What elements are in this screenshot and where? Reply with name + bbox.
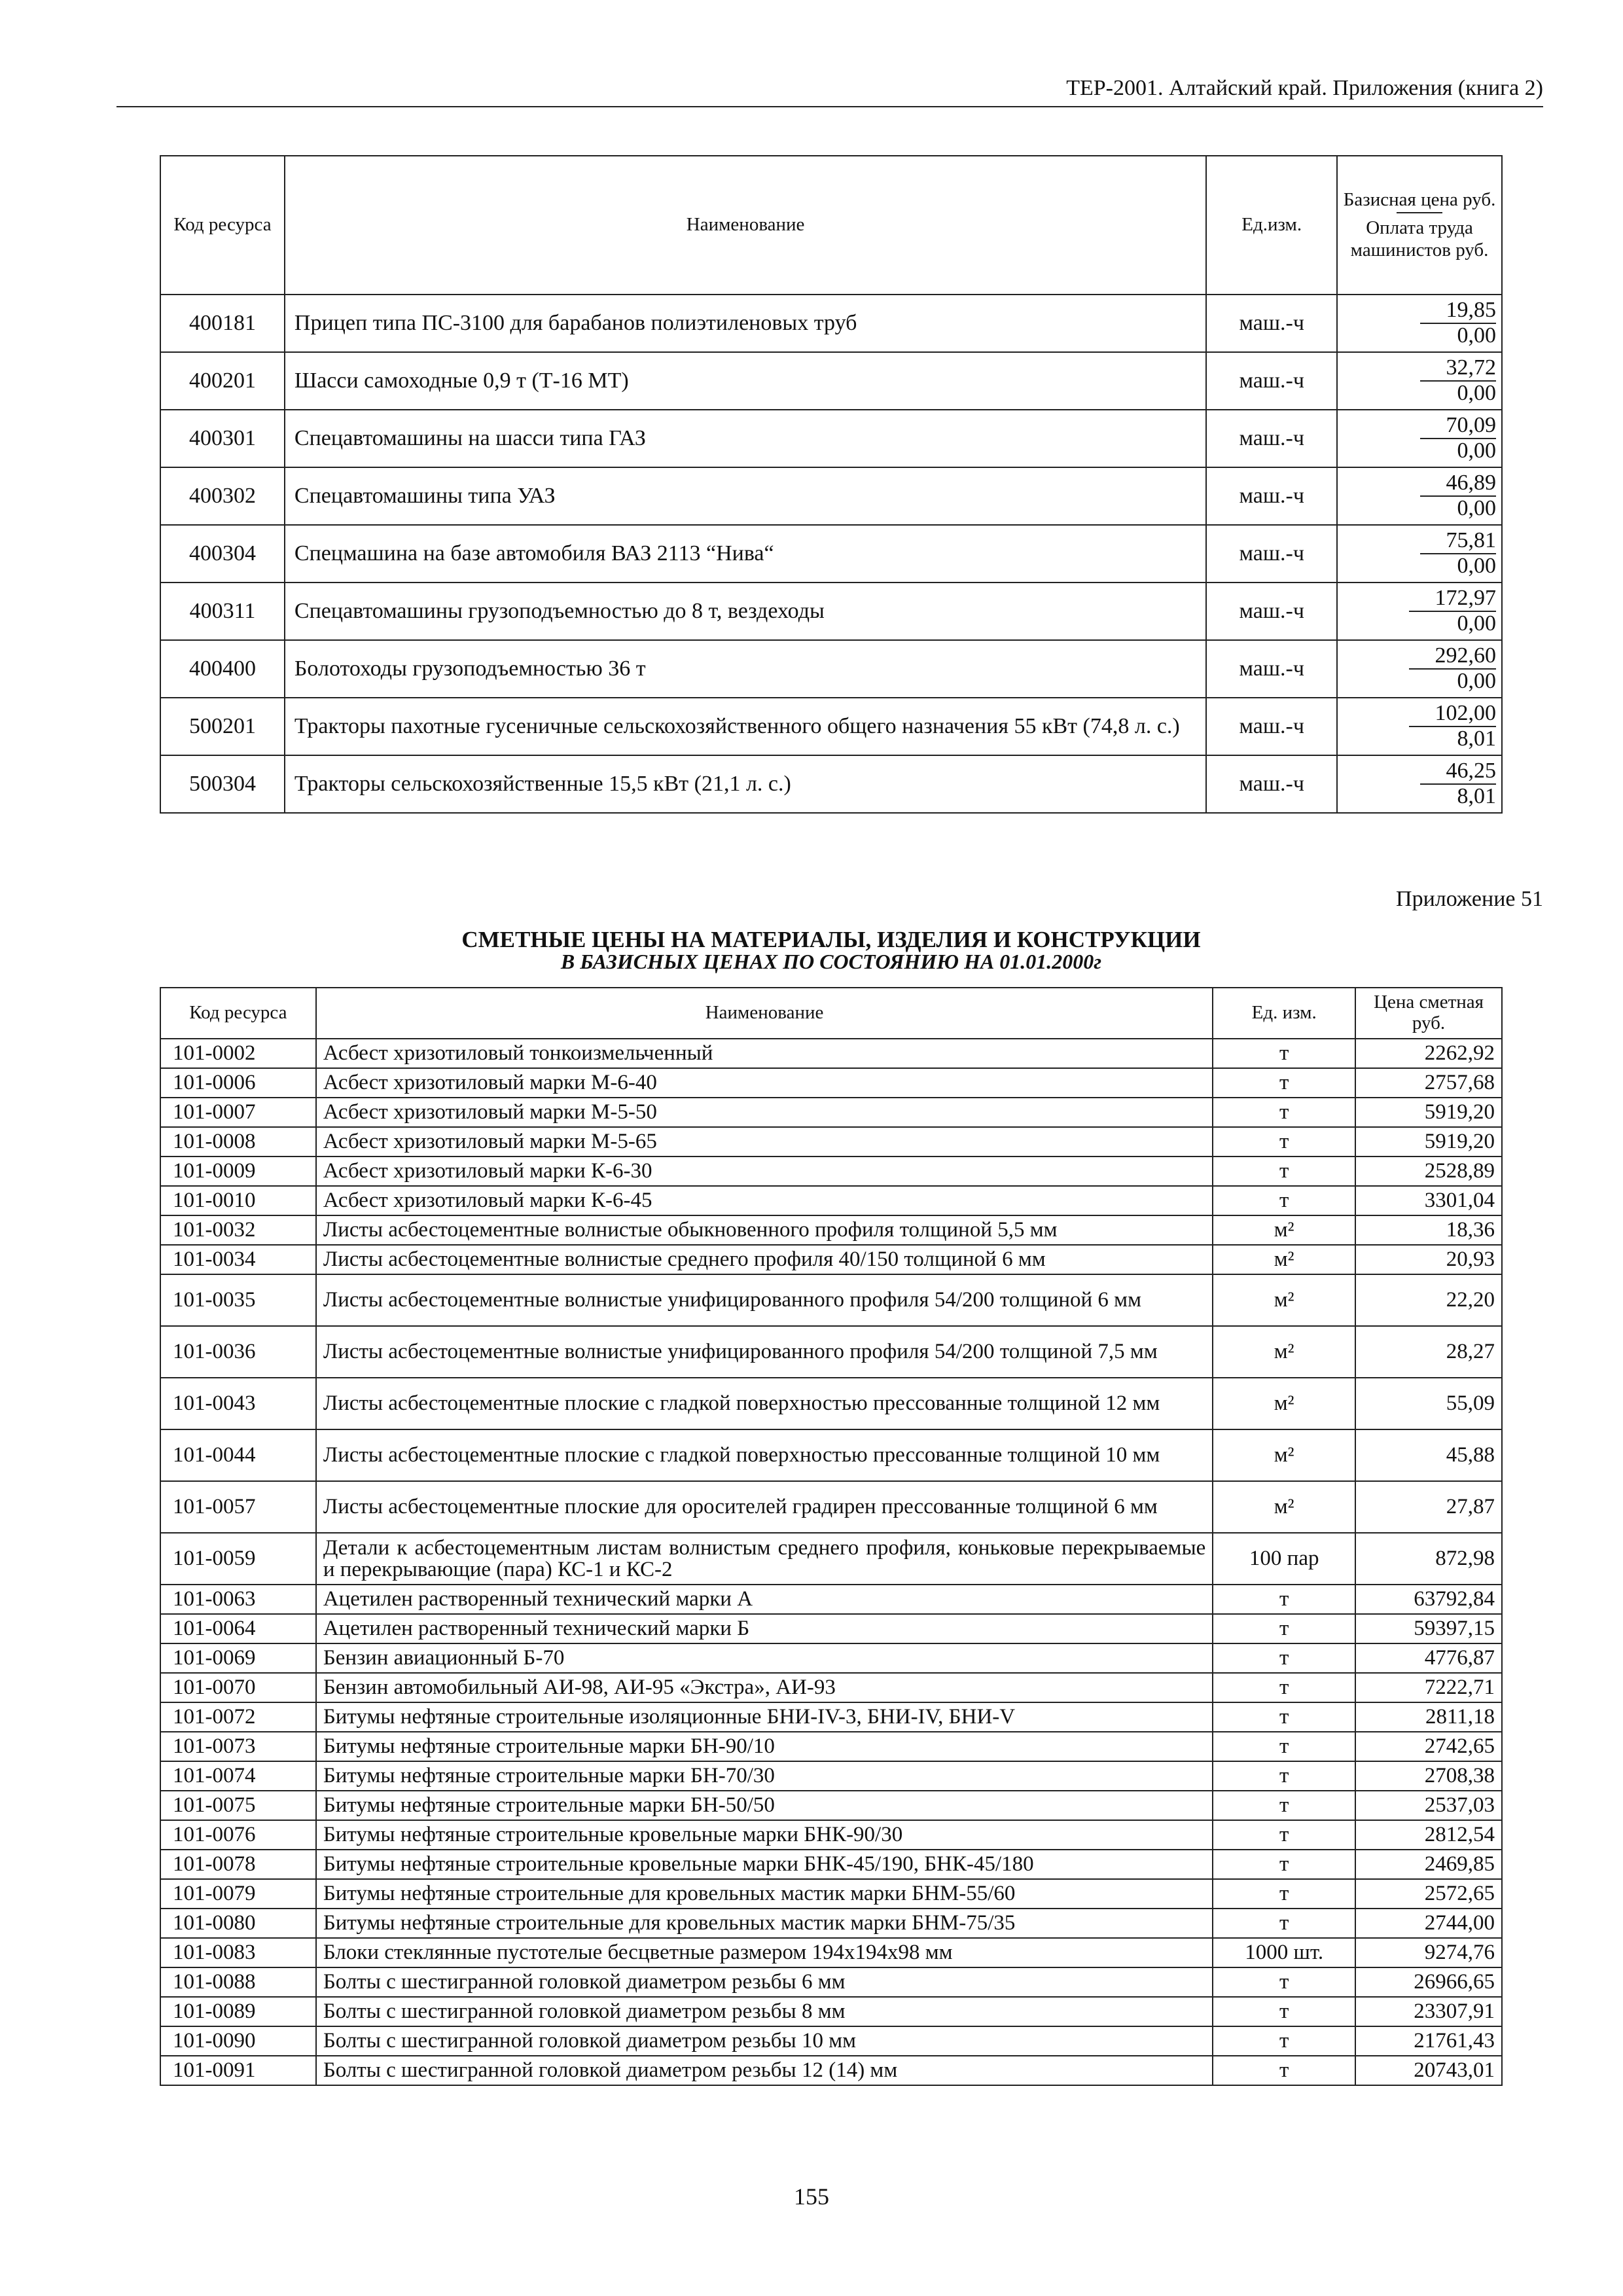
section-title — [160, 928, 1503, 972]
table-row — [160, 583, 1502, 640]
resource-name: Битумы нефтяные строительные марки БН-50/50 — [316, 1791, 1213, 1820]
resource-code: 101-0074 — [160, 1761, 316, 1791]
resource-name: Битумы нефтяные строительные изоляционные БНИ-IV-3, БНИ-IV, БНИ-V — [316, 1702, 1213, 1732]
resource-price: 3301,04 — [1355, 1186, 1502, 1215]
resource-unit: т — [1213, 1850, 1355, 1879]
labor-price: 8,01 — [1457, 783, 1496, 808]
resource-price: 2262,92 — [1355, 1039, 1502, 1068]
resource-name: Асбест хризотиловый марки М-6-40 — [316, 1068, 1213, 1098]
resource-name: Листы асбестоцементные волнистые унифицированного профиля 54/200 толщиной 6 мм — [316, 1274, 1213, 1326]
resource-code: 500304 — [160, 755, 285, 813]
resource-code: 500201 — [160, 698, 285, 755]
resource-code: 101-0008 — [160, 1127, 316, 1157]
labor-price: 0,00 — [1457, 323, 1496, 348]
resource-price: 872,98 — [1355, 1533, 1502, 1585]
table-row — [160, 1791, 1502, 1820]
resource-unit: т — [1213, 1909, 1355, 1938]
resource-unit: маш.-ч — [1206, 352, 1337, 410]
col-header-code: Код ресурса — [160, 988, 316, 1039]
resource-unit: м² — [1213, 1481, 1355, 1533]
resource-name: Битумы нефтяные строительные кровельные марки БНК-90/30 — [316, 1820, 1213, 1850]
labor-price: 8,01 — [1457, 726, 1496, 751]
resource-name: Бензин авиационный Б-70 — [316, 1643, 1213, 1673]
table-row — [160, 1274, 1502, 1326]
resource-code: 101-0088 — [160, 1967, 316, 1997]
resource-unit: м² — [1213, 1245, 1355, 1274]
table-row — [160, 2026, 1502, 2056]
header-fraction-line — [1397, 211, 1442, 213]
table-row — [160, 1850, 1502, 1879]
resource-unit: т — [1213, 1879, 1355, 1909]
table-row — [160, 410, 1502, 467]
table-row — [160, 467, 1502, 525]
price-cell — [1337, 525, 1502, 583]
resource-unit: м² — [1213, 1215, 1355, 1245]
table-row — [160, 1481, 1502, 1533]
price-cell — [1337, 467, 1502, 525]
resource-price: 59397,15 — [1355, 1614, 1502, 1643]
labor-price: 0,00 — [1457, 380, 1496, 405]
resource-name: Листы асбестоцементные волнистые среднего профиля 40/150 толщиной 6 мм — [316, 1245, 1213, 1274]
resource-name: Спецмашина на базе автомобиля ВАЗ 2113 “Нива“ — [285, 525, 1206, 583]
resource-unit: м² — [1213, 1429, 1355, 1481]
resource-price: 26966,65 — [1355, 1967, 1502, 1997]
table-row — [160, 1068, 1502, 1098]
table-row — [160, 1732, 1502, 1761]
table-row — [160, 1702, 1502, 1732]
table-row — [160, 1879, 1502, 1909]
resource-price: 45,88 — [1355, 1429, 1502, 1481]
resource-code: 101-0034 — [160, 1245, 316, 1274]
resource-name: Ацетилен растворенный технический марки А — [316, 1585, 1213, 1614]
resource-code: 101-0069 — [160, 1643, 316, 1673]
resource-price: 21761,43 — [1355, 2026, 1502, 2056]
resource-code: 101-0063 — [160, 1585, 316, 1614]
resource-code: 101-0007 — [160, 1098, 316, 1127]
table-row — [160, 295, 1502, 352]
resource-name: Болты с шестигранной головкой диаметром резьбы 12 (14) мм — [316, 2056, 1213, 2085]
resource-unit: т — [1213, 1997, 1355, 2026]
resource-price: 2572,65 — [1355, 1879, 1502, 1909]
col-header-code: Код ресурса — [160, 156, 285, 295]
price-cell — [1337, 295, 1502, 352]
col-header-unit: Ед. изм. — [1213, 988, 1355, 1039]
resource-unit: т — [1213, 1673, 1355, 1702]
resource-price: 9274,76 — [1355, 1938, 1502, 1967]
col-header-name: Наименование — [285, 156, 1206, 295]
col-header-labor: Оплата труда машинистов руб. — [1350, 217, 1489, 260]
resource-code: 400311 — [160, 583, 285, 640]
resource-unit: маш.-ч — [1206, 640, 1337, 698]
resource-unit: 100 пар — [1213, 1533, 1355, 1585]
resource-name: Битумы нефтяные строительные для кровельных мастик марки БНМ-55/60 — [316, 1879, 1213, 1909]
table-row — [160, 1909, 1502, 1938]
resource-unit: т — [1213, 1039, 1355, 1068]
table-row — [160, 1186, 1502, 1215]
base-price: 70,09 — [1420, 414, 1497, 439]
base-price: 32,72 — [1420, 356, 1497, 382]
labor-price: 0,00 — [1457, 438, 1496, 463]
resource-code: 101-0073 — [160, 1732, 316, 1761]
resource-code: 101-0002 — [160, 1039, 316, 1068]
resource-name: Бензин автомобильный АИ-98, АИ-95 «Экстра», АИ-93 — [316, 1673, 1213, 1702]
resource-unit: т — [1213, 1614, 1355, 1643]
resource-code: 101-0072 — [160, 1702, 316, 1732]
base-price: 19,85 — [1420, 298, 1497, 324]
resource-price: 22,20 — [1355, 1274, 1502, 1326]
resource-code: 101-0079 — [160, 1879, 316, 1909]
resource-name: Битумы нефтяные строительные кровельные марки БНК-45/190, БНК-45/180 — [316, 1850, 1213, 1879]
resource-name: Спецавтомашины грузоподъемностью до 8 т, вездеходы — [285, 583, 1206, 640]
resource-price: 2757,68 — [1355, 1068, 1502, 1098]
resource-name: Болты с шестигранной головкой диаметром резьбы 6 мм — [316, 1967, 1213, 1997]
table-row — [160, 755, 1502, 813]
price-cell — [1337, 410, 1502, 467]
resource-price: 23307,91 — [1355, 1997, 1502, 2026]
resource-code: 101-0035 — [160, 1274, 316, 1326]
table-row — [160, 1967, 1502, 1997]
resource-code: 101-0009 — [160, 1157, 316, 1186]
table-row — [160, 1215, 1502, 1245]
resource-name: Спецавтомашины на шасси типа ГАЗ — [285, 410, 1206, 467]
table-row — [160, 1127, 1502, 1157]
page-number: 155 — [794, 2183, 829, 2210]
materials-table — [160, 987, 1503, 2086]
resource-code: 101-0032 — [160, 1215, 316, 1245]
resource-price: 2708,38 — [1355, 1761, 1502, 1791]
resource-code: 101-0090 — [160, 2026, 316, 2056]
table-row — [160, 1643, 1502, 1673]
page-header — [116, 73, 1543, 107]
resource-unit: т — [1213, 1967, 1355, 1997]
header-title: ТЕР-2001. Алтайский край. Приложения (книга 2) — [1066, 76, 1543, 100]
table-row — [160, 1761, 1502, 1791]
col-header-base-price: Базисная цена руб. — [1343, 188, 1496, 210]
resource-code: 101-0006 — [160, 1068, 316, 1098]
resource-unit: т — [1213, 1791, 1355, 1820]
resource-unit: м² — [1213, 1274, 1355, 1326]
resource-code: 400301 — [160, 410, 285, 467]
labor-price: 0,00 — [1457, 668, 1496, 693]
resource-code: 400181 — [160, 295, 285, 352]
resource-name: Битумы нефтяные строительные для кровельных мастик марки БНМ-75/35 — [316, 1909, 1213, 1938]
base-price: 102,00 — [1409, 702, 1497, 727]
annex-label: Приложение 51 — [1396, 887, 1543, 911]
resource-name: Блоки стеклянные пустотелые бесцветные размером 194х194х98 мм — [316, 1938, 1213, 1967]
table-row — [160, 1157, 1502, 1186]
resource-code: 101-0076 — [160, 1820, 316, 1850]
resource-unit: т — [1213, 1702, 1355, 1732]
table-row — [160, 525, 1502, 583]
resource-code: 400302 — [160, 467, 285, 525]
resource-unit: т — [1213, 1157, 1355, 1186]
resource-code: 101-0057 — [160, 1481, 316, 1533]
resource-unit: м² — [1213, 1326, 1355, 1378]
resource-unit: т — [1213, 1186, 1355, 1215]
resource-code: 400400 — [160, 640, 285, 698]
section-title-line1: СМЕТНЫЕ ЦЕНЫ НА МАТЕРИАЛЫ, ИЗДЕЛИЯ И КОНСТРУКЦИИ — [461, 927, 1201, 952]
table-row — [160, 1673, 1502, 1702]
resource-name: Шасси самоходные 0,9 т (Т-16 МТ) — [285, 352, 1206, 410]
table-row — [160, 1820, 1502, 1850]
table-row — [160, 640, 1502, 698]
col-header-price: Цена сметная руб. — [1355, 988, 1502, 1039]
resource-price: 2742,65 — [1355, 1732, 1502, 1761]
resource-unit: т — [1213, 1098, 1355, 1127]
machines-table — [160, 155, 1503, 814]
resource-price: 63792,84 — [1355, 1585, 1502, 1614]
resource-unit: т — [1213, 1585, 1355, 1614]
resource-name: Асбест хризотиловый марки М-5-50 — [316, 1098, 1213, 1127]
resource-name: Битумы нефтяные строительные марки БН-70/30 — [316, 1761, 1213, 1791]
price-cell — [1337, 640, 1502, 698]
table-row — [160, 1429, 1502, 1481]
resource-price: 2528,89 — [1355, 1157, 1502, 1186]
resource-name: Болотоходы грузоподъемностью 36 т — [285, 640, 1206, 698]
resource-unit: т — [1213, 2026, 1355, 2056]
resource-name: Тракторы пахотные гусеничные сельскохозяйственного общего назначения 55 кВт (74,8 л. с.) — [285, 698, 1206, 755]
resource-name: Прицеп типа ПС-3100 для барабанов полиэтиленовых труб — [285, 295, 1206, 352]
resource-price: 18,36 — [1355, 1215, 1502, 1245]
resource-name: Асбест хризотиловый тонкоизмельченный — [316, 1039, 1213, 1068]
resource-code: 400201 — [160, 352, 285, 410]
resource-name: Болты с шестигранной головкой диаметром резьбы 10 мм — [316, 2026, 1213, 2056]
resource-price: 2744,00 — [1355, 1909, 1502, 1938]
resource-code: 400304 — [160, 525, 285, 583]
resource-code: 101-0010 — [160, 1186, 316, 1215]
resource-unit: м² — [1213, 1378, 1355, 1429]
labor-price: 0,00 — [1457, 611, 1496, 636]
price-cell — [1337, 755, 1502, 813]
table-row — [160, 1098, 1502, 1127]
resource-unit: 1000 шт. — [1213, 1938, 1355, 1967]
table-row — [160, 1533, 1502, 1585]
resource-price: 55,09 — [1355, 1378, 1502, 1429]
resource-unit: т — [1213, 1068, 1355, 1098]
table-row — [160, 1585, 1502, 1614]
resource-unit: маш.-ч — [1206, 295, 1337, 352]
resource-name: Детали к асбестоцементным листам волнистым среднего профиля, коньковые перекрываемые и перекрывающие (пара) КС-1 и КС-2 — [316, 1533, 1213, 1585]
resource-code: 101-0059 — [160, 1533, 316, 1585]
base-price: 46,25 — [1420, 759, 1497, 785]
table-row — [160, 1326, 1502, 1378]
resource-name: Болты с шестигранной головкой диаметром резьбы 8 мм — [316, 1997, 1213, 2026]
resource-unit: т — [1213, 1820, 1355, 1850]
resource-price: 2537,03 — [1355, 1791, 1502, 1820]
resource-name: Ацетилен растворенный технический марки Б — [316, 1614, 1213, 1643]
table1-header-row — [160, 156, 1502, 295]
table-row — [160, 1245, 1502, 1274]
base-price: 292,60 — [1409, 644, 1497, 670]
table2-header-row — [160, 988, 1502, 1039]
table-row — [160, 352, 1502, 410]
resource-price: 2811,18 — [1355, 1702, 1502, 1732]
resource-name: Битумы нефтяные строительные марки БН-90/10 — [316, 1732, 1213, 1761]
price-cell — [1337, 583, 1502, 640]
resource-code: 101-0075 — [160, 1791, 316, 1820]
resource-price: 5919,20 — [1355, 1127, 1502, 1157]
price-cell — [1337, 698, 1502, 755]
resource-code: 101-0043 — [160, 1378, 316, 1429]
section-title-line2: В БАЗИСНЫХ ЦЕНАХ ПО СОСТОЯНИЮ НА 01.01.2000г — [560, 950, 1102, 973]
resource-name: Листы асбестоцементные плоские для оросителей градирен прессованные толщиной 6 мм — [316, 1481, 1213, 1533]
labor-price: 0,00 — [1457, 495, 1496, 520]
table-row — [160, 1997, 1502, 2026]
resource-name: Асбест хризотиловый марки К-6-45 — [316, 1186, 1213, 1215]
resource-price: 5919,20 — [1355, 1098, 1502, 1127]
price-cell — [1337, 352, 1502, 410]
resource-name: Листы асбестоцементные волнистые обыкновенного профиля толщиной 5,5 мм — [316, 1215, 1213, 1245]
resource-unit: т — [1213, 1127, 1355, 1157]
resource-code: 101-0083 — [160, 1938, 316, 1967]
resource-name: Спецавтомашины типа УАЗ — [285, 467, 1206, 525]
table-row — [160, 698, 1502, 755]
resource-code: 101-0044 — [160, 1429, 316, 1481]
resource-name: Листы асбестоцементные плоские с гладкой поверхностью прессованные толщиной 12 мм — [316, 1378, 1213, 1429]
resource-price: 20743,01 — [1355, 2056, 1502, 2085]
resource-price: 4776,87 — [1355, 1643, 1502, 1673]
resource-price: 2469,85 — [1355, 1850, 1502, 1879]
resource-unit: маш.-ч — [1206, 467, 1337, 525]
table-row — [160, 1938, 1502, 1967]
resource-unit: маш.-ч — [1206, 525, 1337, 583]
table-row — [160, 2056, 1502, 2085]
resource-name: Асбест хризотиловый марки М-5-65 — [316, 1127, 1213, 1157]
resource-unit: маш.-ч — [1206, 583, 1337, 640]
resource-name: Тракторы сельскохозяйственные 15,5 кВт (21,1 л. с.) — [285, 755, 1206, 813]
resource-price: 7222,71 — [1355, 1673, 1502, 1702]
resource-code: 101-0036 — [160, 1326, 316, 1378]
resource-price: 27,87 — [1355, 1481, 1502, 1533]
base-price: 46,89 — [1420, 471, 1497, 497]
table-row — [160, 1614, 1502, 1643]
resource-price: 2812,54 — [1355, 1820, 1502, 1850]
col-header-name: Наименование — [316, 988, 1213, 1039]
resource-unit: т — [1213, 1761, 1355, 1791]
resource-unit: т — [1213, 1732, 1355, 1761]
resource-unit: маш.-ч — [1206, 755, 1337, 813]
labor-price: 0,00 — [1457, 553, 1496, 578]
col-header-unit: Ед.изм. — [1206, 156, 1337, 295]
resource-unit: маш.-ч — [1206, 698, 1337, 755]
resource-code: 101-0091 — [160, 2056, 316, 2085]
resource-code: 101-0089 — [160, 1997, 316, 2026]
resource-name: Листы асбестоцементные волнистые унифицированного профиля 54/200 толщиной 7,5 мм — [316, 1326, 1213, 1378]
resource-unit: т — [1213, 2056, 1355, 2085]
resource-code: 101-0070 — [160, 1673, 316, 1702]
base-price: 172,97 — [1409, 586, 1497, 612]
table-row — [160, 1378, 1502, 1429]
table-row — [160, 1039, 1502, 1068]
resource-code: 101-0078 — [160, 1850, 316, 1879]
base-price: 75,81 — [1420, 529, 1497, 554]
resource-code: 101-0080 — [160, 1909, 316, 1938]
resource-price: 28,27 — [1355, 1326, 1502, 1378]
resource-unit: маш.-ч — [1206, 410, 1337, 467]
col-header-price — [1337, 156, 1502, 295]
resource-name: Асбест хризотиловый марки К-6-30 — [316, 1157, 1213, 1186]
resource-name: Листы асбестоцементные плоские с гладкой поверхностью прессованные толщиной 10 мм — [316, 1429, 1213, 1481]
resource-price: 20,93 — [1355, 1245, 1502, 1274]
resource-code: 101-0064 — [160, 1614, 316, 1643]
resource-unit: т — [1213, 1643, 1355, 1673]
